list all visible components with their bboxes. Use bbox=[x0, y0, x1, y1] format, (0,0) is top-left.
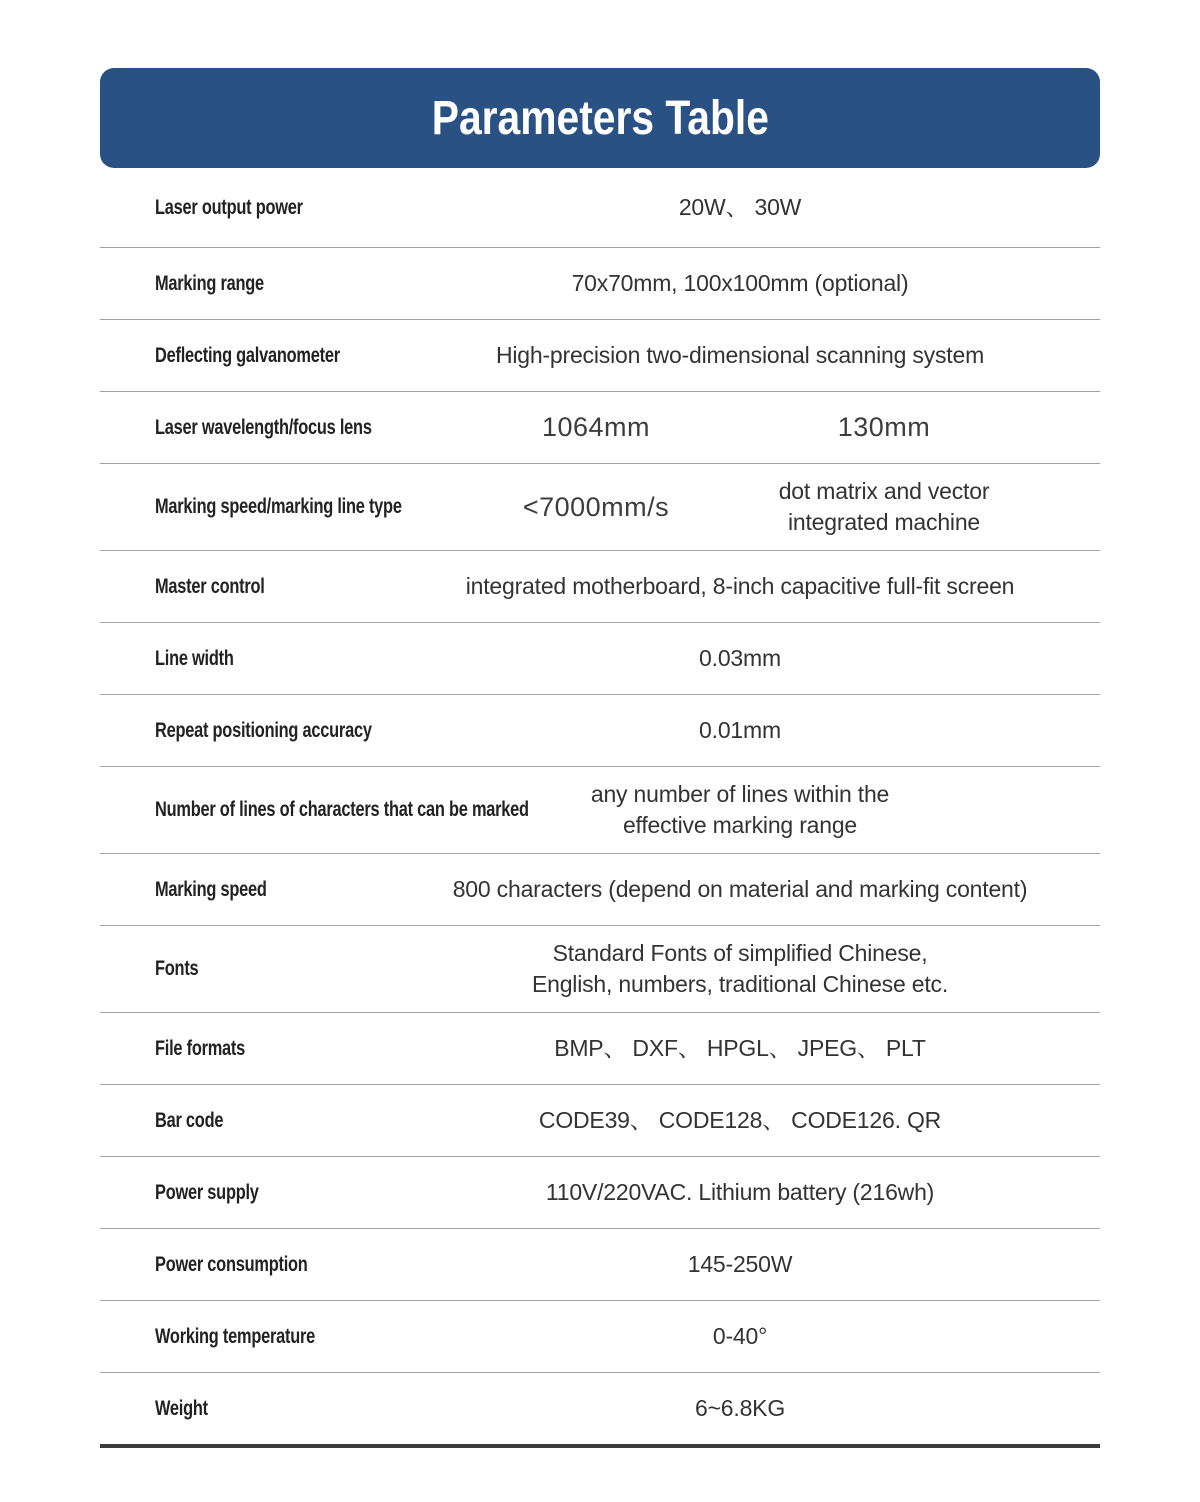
row-label: Deflecting galvanometer bbox=[155, 343, 340, 367]
row-values bbox=[380, 938, 1100, 1000]
row-value-line: <7000mm/s bbox=[522, 491, 670, 522]
row-value-line: integrated motherboard, 8-inch capacitive full-fit screen bbox=[465, 573, 1015, 599]
row-value bbox=[539, 1105, 941, 1136]
row-label: Master control bbox=[155, 574, 265, 598]
row-label: Weight bbox=[155, 1396, 208, 1420]
table-row bbox=[100, 1372, 1100, 1444]
table-row bbox=[100, 247, 1100, 319]
row-value-line: 0.01mm bbox=[699, 717, 781, 743]
row-label-box bbox=[100, 878, 380, 902]
row-value bbox=[695, 1393, 785, 1424]
row-value bbox=[572, 268, 909, 299]
table-row bbox=[100, 1084, 1100, 1156]
row-value-line: 70x70mm, 100x100mm (optional) bbox=[571, 270, 909, 296]
row-label-box bbox=[100, 1325, 380, 1349]
row-label-box bbox=[100, 196, 380, 220]
row-label-box bbox=[100, 575, 380, 599]
row-value-line: 0-40° bbox=[712, 1323, 768, 1349]
row-value bbox=[713, 1321, 767, 1352]
row-value-line: 130mm bbox=[837, 412, 931, 442]
row-values bbox=[380, 268, 1100, 299]
table-row bbox=[100, 1228, 1100, 1300]
row-value-line: High-precision two-dimensional scanning system bbox=[495, 342, 985, 368]
row-value-line: dot matrix and vector bbox=[778, 478, 990, 504]
row-value bbox=[496, 340, 984, 371]
row-label-box bbox=[100, 957, 380, 981]
table-row bbox=[100, 694, 1100, 766]
row-values bbox=[380, 874, 1100, 905]
table-row bbox=[100, 550, 1100, 622]
row-label: Line width bbox=[155, 646, 234, 670]
row-value-line: 20W、 30W bbox=[678, 194, 802, 220]
row-value bbox=[740, 476, 1028, 538]
table-row bbox=[100, 1012, 1100, 1084]
table-row bbox=[100, 1156, 1100, 1228]
row-label-box bbox=[100, 647, 380, 671]
row-values bbox=[380, 571, 1100, 602]
table-row bbox=[100, 766, 1100, 853]
row-label-box bbox=[100, 1397, 380, 1421]
row-label: Laser output power bbox=[155, 195, 303, 219]
row-label: File formats bbox=[155, 1036, 246, 1060]
row-value bbox=[452, 412, 740, 443]
row-value bbox=[679, 192, 801, 223]
row-values bbox=[380, 715, 1100, 746]
row-label-box bbox=[100, 1109, 380, 1133]
row-value-line: BMP、 DXF、 HPGL、 JPEG、 PLT bbox=[554, 1035, 926, 1061]
row-label: Marking speed bbox=[155, 877, 267, 901]
row-value-line: 800 characters (depend on material and marking content) bbox=[452, 876, 1028, 902]
row-values bbox=[380, 1393, 1100, 1424]
row-value bbox=[591, 779, 889, 841]
row-label-box bbox=[100, 1037, 380, 1061]
row-label: Marking range bbox=[155, 271, 264, 295]
row-values bbox=[380, 476, 1100, 538]
row-label-box bbox=[100, 719, 380, 743]
row-label: Laser wavelength/focus lens bbox=[155, 415, 372, 439]
table-row bbox=[100, 622, 1100, 694]
row-values bbox=[380, 1177, 1100, 1208]
row-label-box bbox=[100, 1181, 380, 1205]
row-value-line: any number of lines within the bbox=[590, 781, 890, 807]
row-value-line: 110V/220VAC. Lithium battery (216wh) bbox=[545, 1179, 935, 1205]
row-value-line: English, numbers, traditional Chinese etc. bbox=[531, 971, 949, 997]
row-label: Fonts bbox=[155, 957, 199, 980]
row-value bbox=[453, 874, 1028, 905]
table-row bbox=[100, 168, 1100, 247]
row-label: Working temperature bbox=[155, 1324, 315, 1348]
row-value-line: integrated machine bbox=[787, 509, 981, 535]
row-values bbox=[380, 1105, 1100, 1136]
table-row bbox=[100, 853, 1100, 925]
row-value bbox=[554, 1033, 926, 1064]
row-label: Power consumption bbox=[155, 1252, 308, 1276]
row-value bbox=[532, 938, 948, 1000]
table-row bbox=[100, 1300, 1100, 1372]
row-value-line: 6~6.8KG bbox=[694, 1395, 786, 1421]
row-value bbox=[699, 643, 781, 674]
row-label-box bbox=[100, 416, 380, 440]
row-label-box bbox=[100, 344, 380, 368]
row-value-line: CODE39、 CODE128、 CODE126. QR bbox=[538, 1107, 942, 1133]
row-label: Repeat positioning accuracy bbox=[155, 718, 372, 742]
header-banner bbox=[100, 68, 1100, 168]
row-label: Number of lines of characters that can be marked bbox=[155, 798, 529, 821]
table-row bbox=[100, 463, 1100, 550]
row-value bbox=[740, 412, 1028, 443]
row-values bbox=[380, 1033, 1100, 1064]
row-value bbox=[699, 715, 781, 746]
row-value-line: 0.03mm bbox=[699, 645, 781, 671]
row-value bbox=[688, 1249, 793, 1280]
row-value-line: Standard Fonts of simplified Chinese, bbox=[552, 940, 928, 966]
page-title: Parameters Table bbox=[431, 91, 769, 145]
row-value-line: effective marking range bbox=[622, 812, 858, 838]
row-label: Power supply bbox=[155, 1180, 259, 1204]
row-values bbox=[380, 1249, 1100, 1280]
table-row bbox=[100, 391, 1100, 463]
row-value bbox=[546, 1177, 934, 1208]
row-values bbox=[380, 1321, 1100, 1352]
row-label-box bbox=[100, 495, 402, 519]
row-values bbox=[380, 192, 1100, 223]
row-label-box bbox=[100, 798, 529, 822]
row-label-box bbox=[100, 1253, 380, 1277]
parameters-table bbox=[100, 168, 1100, 1448]
row-value-line: 1064mm bbox=[541, 412, 651, 442]
table-row bbox=[100, 319, 1100, 391]
row-values bbox=[380, 643, 1100, 674]
row-value-line: 145-250W bbox=[687, 1251, 793, 1277]
row-values bbox=[380, 412, 1100, 443]
row-label: Marking speed/marking line type bbox=[155, 495, 402, 518]
table-row bbox=[100, 925, 1100, 1012]
row-label: Bar code bbox=[155, 1108, 224, 1132]
row-label-box bbox=[100, 272, 380, 296]
row-value bbox=[452, 492, 740, 523]
row-value bbox=[466, 571, 1015, 602]
row-values bbox=[380, 340, 1100, 371]
